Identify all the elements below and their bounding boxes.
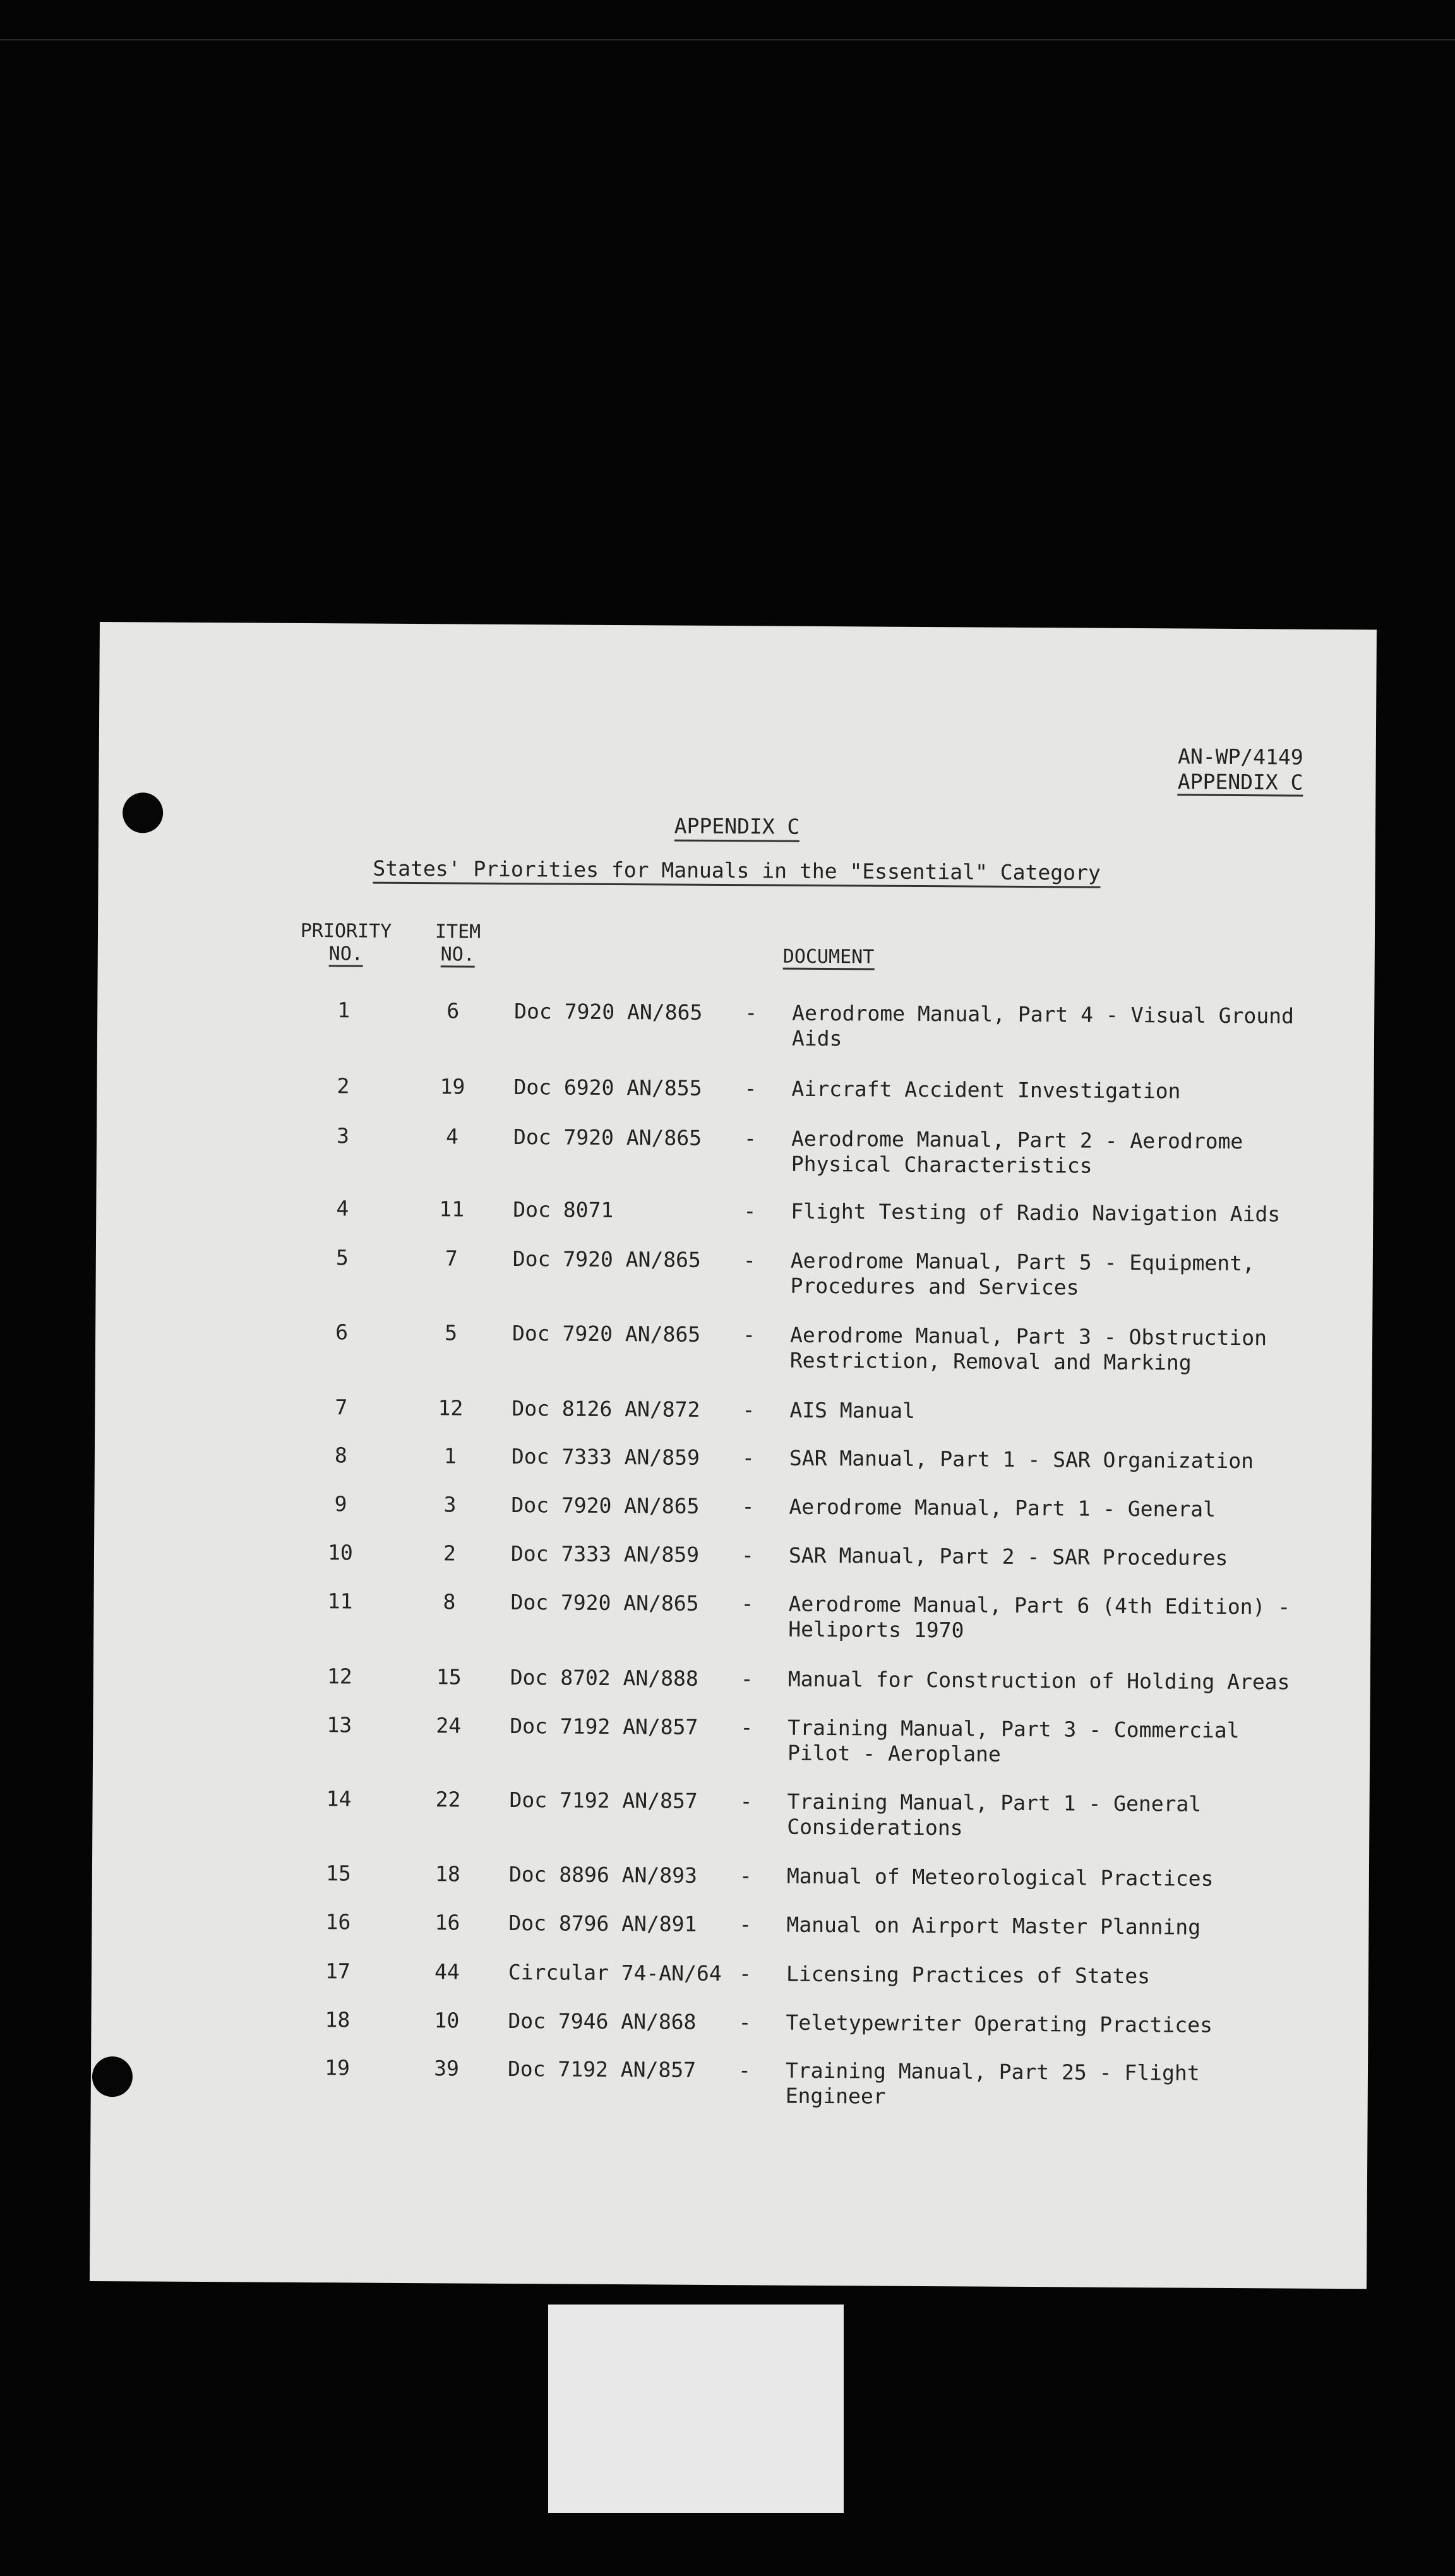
column-header-item: [426, 921, 489, 967]
separator-dash: -: [739, 1912, 752, 1937]
document-reference-number: Doc 8702 AN/888: [510, 1665, 698, 1691]
table-row: [95, 1490, 1372, 1522]
item-number: 11: [439, 1196, 465, 1222]
document-title: Licensing Practices of States: [786, 1961, 1151, 1989]
item-number: 1: [443, 1443, 457, 1469]
table-row: [97, 1072, 1374, 1104]
document-title: Aerodrome Manual, Part 3 - Obstruction Restriction, Removal and Marking: [789, 1322, 1267, 1375]
item-number: 19: [440, 1074, 465, 1099]
document-reference-number: Doc 8796 AN/891: [508, 1910, 697, 1936]
document-title: Aerodrome Manual, Part 1 - General: [789, 1494, 1216, 1522]
priority-number: 11: [327, 1589, 353, 1614]
item-number: 16: [434, 1910, 460, 1935]
priority-number: 16: [325, 1909, 351, 1935]
page-title-text: States' Priorities for Manuals in the "Essential" Category: [373, 856, 1101, 888]
table-row: [95, 1441, 1372, 1474]
document-title: Aircraft Accident Investigation: [791, 1076, 1181, 1104]
separator-dash: -: [741, 1445, 755, 1470]
table-row: [96, 1244, 1373, 1300]
priority-number: 17: [325, 1959, 350, 1984]
separator-dash: -: [744, 1076, 757, 1101]
table-row: [93, 1662, 1370, 1695]
document-title: Aerodrome Manual, Part 5 - Equipment, Procedures and Services: [790, 1248, 1255, 1300]
document-reference-number: Doc 7946 AN/868: [508, 2008, 697, 2034]
item-number: 6: [446, 998, 460, 1023]
document-reference-number: Doc 7333 AN/859: [511, 1444, 700, 1470]
document-page: [90, 622, 1377, 2289]
document-title: Training Manual, Part 25 - Flight Engineer: [785, 2058, 1200, 2109]
table-row: [92, 1908, 1369, 1940]
film-stub: [548, 2305, 844, 2513]
item-number: 7: [445, 1246, 458, 1271]
separator-dash: -: [738, 1961, 751, 1986]
column-header-item-line2: NO.: [441, 943, 475, 967]
priority-number: 2: [337, 1073, 350, 1099]
document-reference-number: Doc 7920 AN/865: [512, 1321, 701, 1347]
document-reference-number: Doc 6920 AN/855: [513, 1075, 702, 1100]
document-reference-number: Doc 7920 AN/865: [514, 999, 703, 1025]
separator-dash: -: [745, 1000, 758, 1025]
table-row: [91, 2054, 1368, 2109]
separator-dash: -: [740, 1666, 753, 1691]
document-reference-number: Doc 8071: [513, 1197, 614, 1222]
reference-number: AN-WP/4149: [1177, 744, 1303, 770]
priority-number: 12: [326, 1664, 352, 1689]
item-number: 4: [445, 1124, 459, 1149]
document-reference-number: Doc 7920 AN/865: [510, 1590, 699, 1616]
separator-dash: -: [738, 2010, 751, 2035]
punch-hole: [92, 2056, 133, 2097]
priority-number: 14: [326, 1786, 352, 1811]
item-number: 10: [434, 2008, 460, 2033]
document-title: Flight Testing of Radio Navigation Aids: [791, 1198, 1281, 1227]
column-header-item-line1: ITEM: [434, 921, 481, 943]
priority-number: 7: [335, 1395, 348, 1420]
document-title: Manual of Meteorological Practices: [786, 1863, 1214, 1891]
column-header-priority-line1: PRIORITY: [300, 919, 392, 943]
document-reference-number: Doc 7192 AN/857: [510, 1713, 698, 1739]
priority-number: 1: [337, 998, 350, 1023]
column-header-priority: [292, 920, 400, 966]
document-title: Aerodrome Manual, Part 6 (4th Edition) - Heliports 1970: [788, 1591, 1291, 1643]
document-reference-number: Doc 7192 AN/857: [509, 1787, 698, 1813]
separator-dash: -: [741, 1591, 754, 1616]
document-title: Training Manual, Part 3 - Commercial Pilot - Aeroplane: [787, 1715, 1240, 1767]
separator-dash: -: [738, 2058, 751, 2083]
table-row: [92, 2006, 1368, 2037]
priority-number: 8: [334, 1443, 348, 1468]
priority-number: 6: [335, 1320, 349, 1345]
item-number: 18: [434, 1861, 460, 1887]
document-reference-number: Doc 7920 AN/865: [511, 1493, 700, 1518]
scan-top-edge-line: [0, 39, 1455, 40]
document-reference-number: Doc 7333 AN/859: [510, 1541, 700, 1567]
document-title: Manual for Construction of Holding Areas: [787, 1666, 1290, 1695]
separator-dash: -: [743, 1322, 756, 1347]
separator-dash: -: [743, 1126, 757, 1151]
priority-number: 5: [335, 1245, 349, 1270]
document-title: Teletypewriter Operating Practices: [786, 2010, 1213, 2037]
document-reference-number: Doc 8126 AN/872: [512, 1396, 700, 1422]
document-reference-number: Circular 74-AN/64: [508, 1959, 722, 1986]
item-number: 5: [445, 1320, 458, 1345]
document-title: SAR Manual, Part 2 - SAR Procedures: [788, 1542, 1228, 1570]
separator-dash: -: [743, 1248, 756, 1273]
document-title: AIS Manual: [789, 1397, 916, 1423]
table-row: [94, 1587, 1371, 1643]
item-number: 12: [438, 1395, 464, 1421]
table-row: [92, 1859, 1369, 1891]
item-number: 2: [443, 1541, 457, 1566]
item-number: 39: [434, 2056, 460, 2081]
separator-dash: -: [741, 1542, 755, 1568]
priority-number: 4: [336, 1196, 349, 1221]
column-header-priority-line2: NO.: [329, 943, 363, 967]
document-title: SAR Manual, Part 1 - SAR Organization: [789, 1445, 1254, 1474]
document-title: Aerodrome Manual, Part 4 - Visual Ground Aids: [791, 1000, 1295, 1051]
priority-number: 3: [336, 1123, 350, 1148]
table-row: [92, 1957, 1368, 1989]
table-row: [93, 1711, 1370, 1767]
document-title: Manual on Airport Master Planning: [786, 1912, 1201, 1940]
item-number: 8: [443, 1589, 456, 1614]
table-row: [95, 1318, 1372, 1375]
column-header-document: [783, 946, 875, 969]
table-row: [93, 1785, 1370, 1840]
document-title: Training Manual, Part 1 - General Considerations: [787, 1789, 1202, 1840]
table-row: [94, 1539, 1371, 1570]
column-header-document-text: DOCUMENT: [783, 946, 875, 970]
document-reference-number: Doc 7920 AN/865: [512, 1246, 701, 1272]
item-number: 44: [434, 1959, 460, 1984]
separator-dash: -: [739, 1789, 753, 1814]
separator-dash: -: [742, 1397, 755, 1422]
table-row: [97, 996, 1374, 1051]
document-reference-number: Doc 8896 AN/893: [508, 1861, 698, 1888]
table-row: [96, 1195, 1373, 1227]
document-reference-number: Doc 7192 AN/857: [507, 2056, 697, 2082]
page-title: [99, 854, 1375, 886]
item-number: 15: [436, 1664, 462, 1690]
priority-number: 19: [325, 2055, 350, 2080]
separator-dash: -: [740, 1715, 753, 1740]
item-number: 3: [443, 1492, 457, 1517]
priority-number: 10: [328, 1540, 353, 1565]
reference-appendix: APPENDIX C: [1178, 769, 1303, 796]
separator-dash: -: [741, 1494, 755, 1519]
priority-number: 9: [334, 1491, 347, 1517]
table-row: [97, 1122, 1374, 1178]
appendix-heading: [99, 810, 1375, 842]
document-reference: [1178, 744, 1303, 795]
item-number: 22: [435, 1787, 461, 1812]
item-number: 24: [436, 1713, 462, 1738]
separator-dash: -: [743, 1198, 757, 1224]
document-reference-number: Doc 7920 AN/865: [513, 1124, 702, 1150]
separator-dash: -: [739, 1863, 752, 1888]
appendix-heading-text: APPENDIX C: [674, 814, 800, 842]
document-title: Aerodrome Manual, Part 2 - Aerodrome Physical Characteristics: [791, 1126, 1243, 1178]
table-row: [95, 1393, 1372, 1423]
priority-number: 15: [325, 1861, 351, 1886]
priority-number: 13: [326, 1712, 352, 1738]
priority-number: 18: [325, 2007, 350, 2032]
